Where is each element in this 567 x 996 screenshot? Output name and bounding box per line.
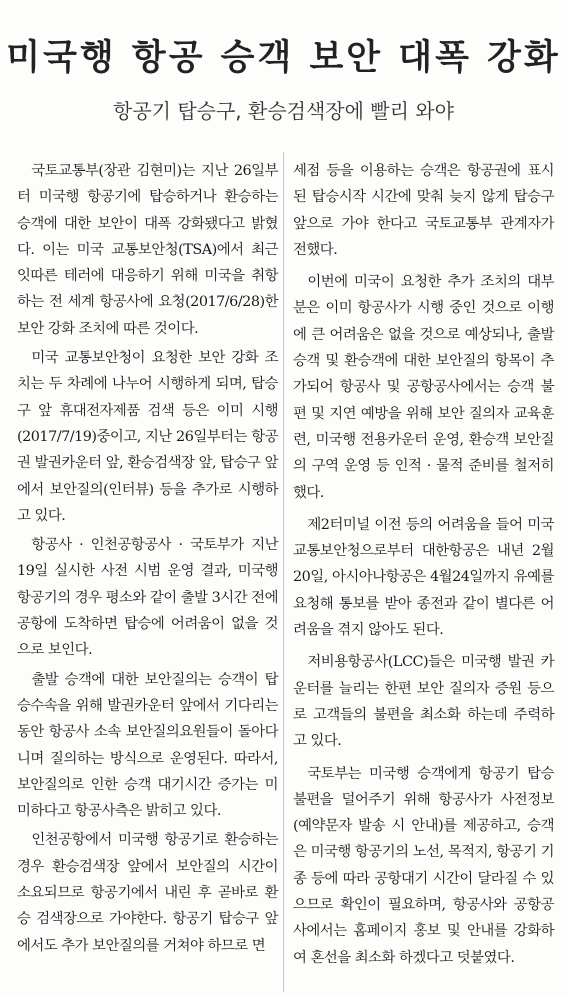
paragraph: 출발 승객에 대한 보안질의는 승객이 탑승수속을 위해 발권카운터 앞에서 기다리는 동안 항공사 소속 보안질의요원들이 돌아다니며 질의하는 방식으로 운영된다. 따라서, 보안질의로 인한 승객 대기시간 증가는 미미하다고 항공사측은 밝히고 있다. bbox=[17, 671, 278, 820]
subheadline: 항공기 탑승구, 환승검색장에 빨리 와야 bbox=[113, 99, 454, 123]
paragraph: 국토부는 미국행 승객에게 항공기 탑승 불편을 덜어주기 위해 항공사가 사전정보(예약문자 발송 시 안내)를 제공하고, 승객은 미국행 항공기의 노선, 목적지, 항공기 기종 등에 따라 공항대기 시간이 달라질 수 있으므로 확인이 필요하며, 항공사와 공항공사에서는 홈페이지 홍보 및 안내를 강화하여 혼선을 최소화 하겠다고 덧붙였다. bbox=[293, 765, 554, 966]
headline: 미국행 항공 승객 보안 대폭 강화 bbox=[6, 37, 561, 78]
paragraph: 저비용항공사(LCC)들은 미국행 발권 카운터를 늘리는 한편 보안 질의자 증원 등으로 고객들의 불편을 최소화 하는데 주력하고 있다. bbox=[293, 654, 554, 750]
column-divider bbox=[283, 152, 284, 992]
paragraph: 미국 교통보안청이 요청한 보안 강화 조치는 두 차례에 나누어 시행하게 되며, 탑승구 앞 휴대전자제품 검색 등은 이미 시행(2017/7/19)중이고, 지난 26일부터는 항공권 발권카운터 앞, 환승검색장 앞, 탑승구 앞에서 보안질의(인터뷰) 등을 추가로 시행하고 있다. bbox=[17, 350, 278, 524]
paragraph: 제2터미널 이전 등의 어려움을 들어 미국 교통보안청으로부터 대한항공은 내년 2월20일, 아시아나항공은 4월24일까지 유예를 요청해 통보를 받아 종전과 같이 별다른 어려움을 겪지 않아도 된다. bbox=[293, 516, 554, 639]
paragraph: 국토교통부(장관 김현미)는 지난 26일부터 미국행 항공기에 탑승하거나 환승하는 승객에 대한 보안이 대폭 강화됐다고 밝혔다. 이는 미국 교통보안청(TSA)에서 최근 잇따른 테러에 대응하기 위해 미국을 취항하는 전 세계 항공사에 요청(2017/6/28)한 보안 강화 조치에 따른 것이다. bbox=[17, 163, 278, 337]
paragraph: 항공사 · 인천공항공사 · 국토부가 지난 19일 실시한 사전 시범 운영 결과, 미국행 항공기의 경우 평소와 같이 출발 3시간 전에 공항에 도착하면 탑승에 어려움이 없을 것으로 보인다. bbox=[17, 537, 278, 659]
paragraph-continued: 세점 등을 이용하는 승객은 항공권에 표시된 탑승시작 시간에 맞춰 늦지 않게 탑승구 앞으로 가야 한다고 국토교통부 관계자가 전했다. bbox=[293, 163, 554, 258]
paragraph: 인천공항에서 미국행 항공기로 환승하는 경우 환승검색장 앞에서 보안질의 시간이 소요되므로 항공기에서 내린 후 곧바로 환승 검색장으로 가야한다. 항공기 탑승구 앞에서도 추가 보안질의를 거쳐야 하므로 면 bbox=[17, 832, 278, 954]
article-column-right bbox=[293, 158, 554, 971]
paragraph: 이번에 미국이 요청한 추가 조치의 대부분은 이미 항공사가 시행 중인 것으로 이행에 큰 어려움은 없을 것으로 예상되나, 출발승객 및 환승객에 대한 보안질의 항목이 추가되어 항공사 및 공항공사에서는 승객 불편 및 지연 예방을 위해 보안 질의자 교육훈련, 미국행 전용카운터 운영, 환승객 보안질의 구역 운영 등 인적 · 물적 준비를 철저히 했다. bbox=[293, 274, 554, 501]
article-column-left bbox=[17, 158, 278, 959]
